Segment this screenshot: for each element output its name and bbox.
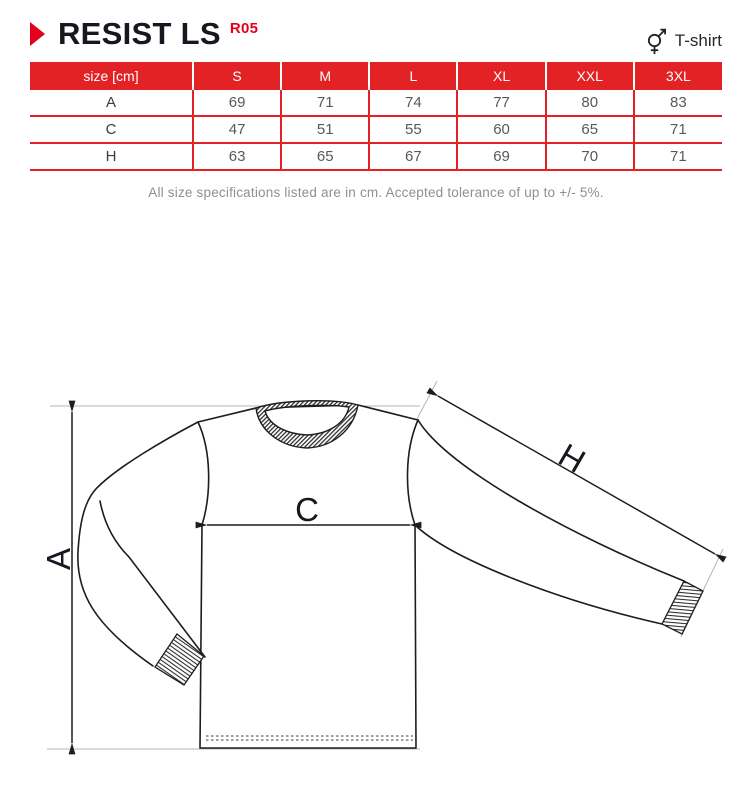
size-value-cell: 74 (369, 90, 457, 116)
tolerance-note: All size specifications listed are in cm. Accepted tolerance of up to +/- 5%. (148, 185, 604, 200)
size-value-cell: 65 (281, 143, 369, 170)
size-value-cell: 70 (546, 143, 634, 170)
size-value-cell: 71 (634, 143, 722, 170)
product-code: R05 (229, 20, 259, 37)
measurement-label-a: A (40, 547, 77, 570)
measurement-label-c: C (295, 491, 319, 528)
header-cell-s: S (193, 62, 281, 90)
size-value-cell: 63 (193, 143, 281, 170)
row-label-cell: A (30, 90, 193, 116)
size-value-cell: 71 (281, 90, 369, 116)
row-label-cell: C (30, 116, 193, 143)
header-cell-3xl: 3XL (634, 62, 722, 90)
size-value-cell: 65 (546, 116, 634, 143)
size-value-cell: 51 (281, 116, 369, 143)
product-type-label: T-shirt (674, 31, 722, 50)
measurement-label-h: H (552, 436, 592, 480)
size-value-cell: 67 (369, 143, 457, 170)
shirt-body (198, 405, 418, 748)
size-value-cell: 55 (369, 116, 457, 143)
size-value-cell: 60 (457, 116, 545, 143)
right-sleeve (415, 420, 703, 634)
size-value-cell: 71 (634, 116, 722, 143)
page-title: RESIST LS (58, 16, 221, 51)
size-value-cell: 69 (457, 143, 545, 170)
row-label-cell: H (30, 143, 193, 170)
size-value-cell: 47 (193, 116, 281, 143)
size-value-cell: 77 (457, 90, 545, 116)
size-value-cell: 83 (634, 90, 722, 116)
header-cell-m: M (281, 62, 369, 90)
size-value-cell: 80 (546, 90, 634, 116)
size-value-cell: 69 (193, 90, 281, 116)
header-cell-size: size [cm] (30, 62, 193, 90)
header-cell-l: L (369, 62, 457, 90)
header-cell-xxl: XXL (546, 62, 634, 90)
header-cell-xl: XL (457, 62, 545, 90)
